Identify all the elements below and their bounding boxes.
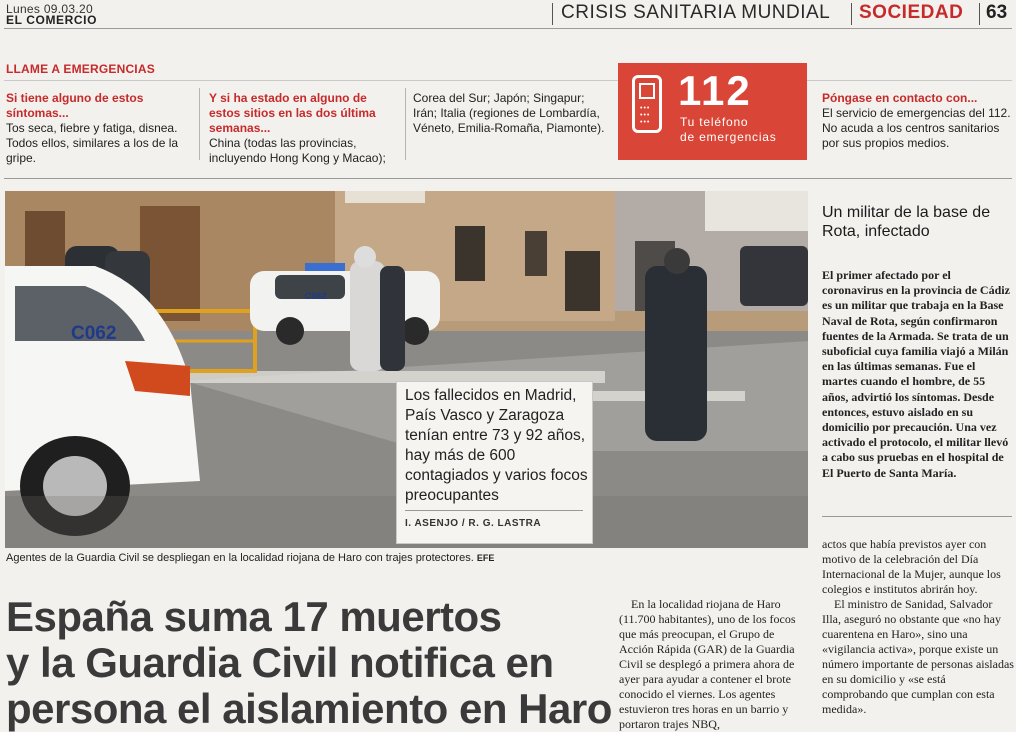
emergency-112-box (618, 63, 807, 160)
section-label: SOCIEDAD (859, 2, 964, 23)
symptoms-heading: Si tiene alguno de estos síntomas... (6, 91, 144, 120)
places-column (209, 91, 399, 166)
header-rule (4, 28, 1012, 29)
car-number: C062 (71, 323, 117, 344)
contact-text: El servicio de emergencias del 112. No acuda a los centros sanitarios por sus propios medios. (822, 106, 1011, 150)
places-text: China (todas las provincias, incluyendo Hong Kong y Macao); (209, 136, 386, 165)
news-photo (5, 191, 808, 548)
contact-column (822, 91, 1012, 151)
pull-quote-box (396, 381, 593, 544)
pull-quote: Los fallecidos en Madrid, País Vasco y Zaragoza tenían entre 73 y 92 años, hay más de 600 contagiados y varios focos preocupantes (405, 387, 588, 504)
newspaper-name: EL COMERCIO (6, 13, 98, 27)
main-headline: España suma 17 muertos y la Guardia Civil notifica en persona el aislamiento en Haro (6, 593, 612, 732)
symptoms-column (6, 91, 192, 166)
places-heading: Y si ha estado en alguno de estos sitios en las dos última semanas... (209, 91, 376, 135)
column-divider (199, 88, 200, 160)
side-story-rule (822, 516, 1012, 517)
header-divider (851, 3, 852, 25)
topic-label: CRISIS SANITARIA MUNDIAL (561, 2, 831, 23)
phone-icon: ••• ••• ••• (632, 75, 662, 133)
article-column-right (822, 537, 1014, 717)
pull-quote-rule (405, 510, 583, 511)
car-number: C062 (305, 291, 327, 301)
countries-column: Corea del Sur; Japón; Singapur; Irán; Italia (regiones de Lombardía, Véneto, Emilia-Romaña, Piamonte). (413, 91, 605, 135)
photo-caption: Agentes de la Guardia Civil se despliegan en la localidad riojana de Haro con trajes protectores. EFE (6, 552, 495, 564)
header-divider (552, 3, 553, 25)
article-column-left: En la localidad riojana de Haro (11.700 habitantes), uno de los focos que más preocupan, el Grupo de Acción Rápida (GAR) de la Guardia Civil se desplegó a primera ahora de ayer para ayudar a contener el brote conocido el viernes. Los agentes estuvieron tres horas en un barrio y portaron trajes NBQ, (619, 597, 796, 731)
emergency-phone-label: Tu teléfono de emergencias (680, 115, 777, 144)
article-authors: I. ASENJO / R. G. LASTRA (405, 518, 542, 529)
side-story-body: El primer afectado por el coronavirus en la provincia de Cádiz es un militar que trabaja en la Base Naval de Rota, según confirmaron fuentes de la Armada. Se trata de un suboficial cuya familia viajó a Milán en las últimas semanas. Fue el martes cuando el hombre, de 55 años, advirtió los síntomas. Desde entonces, estuvo aislado en su domicilio por precaución. Una vez activado el protocolo, el militar llevó a cabo sus pruebas en el hospital de El Puerto de Santa María. (822, 268, 1010, 480)
header-divider (979, 3, 980, 25)
emergency-number: 112 (678, 67, 752, 114)
symptoms-text: Tos seca, fiebre y fatiga, disnea. Todos ellos, similares a los de la gripe. (6, 121, 179, 165)
issue-date: Lunes 09.03.20 (6, 2, 93, 16)
article-paragraph: actos que había previstos ayer con motivo de la celebración del Día Internacional de la Mujer, aunque los colegios e institutos abrirán hoy. (822, 537, 1001, 596)
page-number: 63 (986, 2, 1008, 23)
side-story-title: Un militar de la base de Rota, infectado (822, 204, 991, 240)
column-divider (405, 88, 406, 160)
article-paragraph: El ministro de Sanidad, Salvador Illa, aseguró no obstante que «no hay cuarentena en Haro», sino una «vigilancia activa», porque existe un número importante de personas aisladas en su domicilio y «se está comprobando que cumplan con esta medida». (822, 597, 1014, 716)
contact-heading: Póngase en contacto con... (822, 91, 978, 105)
panel-rule (4, 80, 1012, 81)
photo-source: EFE (476, 553, 495, 563)
panel-bottom-rule (4, 178, 1012, 179)
emergency-label: LLAME A EMERGENCIAS (6, 62, 155, 76)
